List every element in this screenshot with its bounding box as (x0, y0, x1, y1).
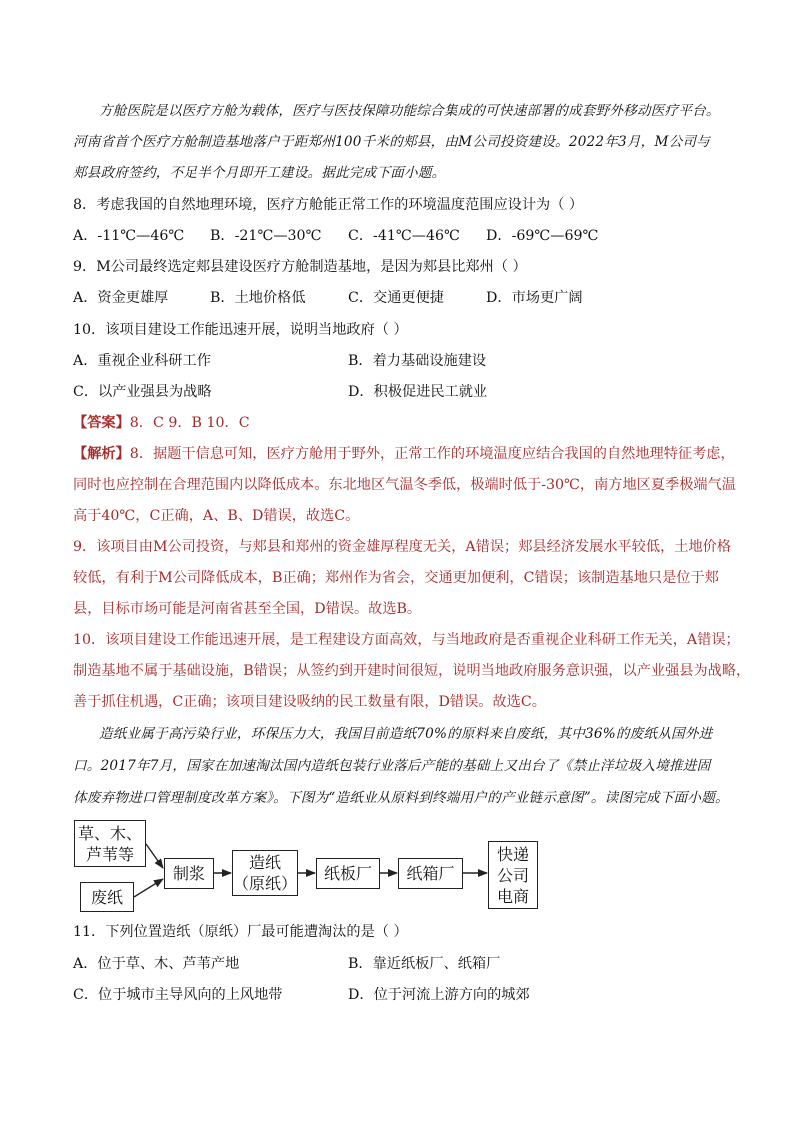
end-users-box (488, 841, 538, 909)
question-10-option-b: B．着力基础设施建设 (348, 353, 487, 369)
analysis-line3: 高于40℃，C正确，A、B、D错误，故选C。 (73, 508, 360, 524)
question-11-option-b: B．靠近纸板厂、纸箱厂 (348, 956, 501, 972)
end-users-line1: 快递 (496, 844, 529, 864)
analysis-line4: 9．该项目由M公司投资，与郏县和郑州的资金雄厚程度无关，A错误；郏县经济发展水平较低，土地价格 (73, 539, 732, 555)
analysis-line9: 善于抓住机遇，C正确；该项目建设吸纳的民工数量有限，D错误。故选C。 (73, 694, 546, 710)
passage2-line2: 口。2017年7月，国家在加速淘汰国内造纸包装行业落后产能的基础上又出台了《禁止洋垃圾入境推进固 (73, 758, 711, 774)
question-10-option-a: A．重视企业科研工作 (73, 353, 211, 369)
analysis-text-1: 8．据题干信息可知，医疗方舱用于野外，正常工作的环境温度应结合我国的自然地理特征考虑， (129, 446, 735, 462)
analysis-tag: 【解析】 (73, 446, 130, 462)
end-users-line3: 电商 (496, 886, 529, 906)
papermaking-box (232, 850, 298, 896)
question-9-option-b: B．土地价格低 (210, 290, 306, 306)
question-9-stem: 9．M公司最终选定郏县建设医疗方舱制造基地，是因为郏县比郑州（ ） (73, 259, 527, 275)
passage2-line3: 体废弃物进口管理制度改革方案》。下图为“造纸业从原料到终端用户的产业链示意图”。读图完成下面小题。 (73, 790, 729, 806)
analysis-line2: 同时也应控制在合理范围内以降低成本。东北地区气温冬季低，极端时低于-30℃，南方地区夏季极端气温 (73, 477, 736, 493)
arrow-raw-to-pulp (146, 844, 163, 868)
question-8-stem: 8．考虑我国的自然地理环境，医疗方舱能正常工作的环境温度范围应设计为（ ） (73, 197, 584, 213)
pulping-box: 制浆 (164, 858, 214, 889)
end-users-line2: 公司 (496, 865, 529, 885)
question-10-option-d: D．积极促进民工就业 (348, 384, 488, 400)
question-8-option-a: A．-11℃—46℃ (73, 228, 185, 244)
waste-paper-box: 废纸 (80, 882, 134, 912)
question-11-stem: 11．下列位置造纸（原纸）厂最可能遭淘汰的是（ ） (73, 924, 408, 940)
passage2-line1: 造纸业属于高污染行业，环保压力大，我国目前造纸70%的原料来自废纸，其中36%的废纸从国外进 (99, 726, 713, 742)
analysis-line1 (73, 444, 735, 464)
cardboard-factory-box: 纸板厂 (316, 858, 380, 889)
question-11-option-d: D．位于河流上游方向的城郊 (348, 987, 530, 1003)
question-8-option-c: C．-41℃—46℃ (348, 228, 460, 244)
passage1-line2: 河南省首个医疗方舱制造基地落户于距郑州100千米的郏县，由M公司投资建设。2022年3月，M公司与 (73, 134, 710, 150)
analysis-line6: 县，目标市场可能是河南省甚至全国，D错误。故选B。 (73, 601, 422, 617)
raw-materials-line2: 芦苇等 (85, 844, 134, 864)
question-9-option-d: D．市场更广阔 (486, 290, 583, 306)
answer-tag: 【答案】 (73, 415, 130, 431)
raw-materials-box (74, 820, 146, 867)
question-9-option-c: C．交通更便捷 (348, 290, 444, 306)
question-11-option-a: A．位于草、木、芦苇产地 (73, 956, 240, 972)
papermaking-line2: （原纸） (233, 874, 298, 893)
passage1-line3: 郏县政府签约，不足半个月即开工建设。据此完成下面小题。 (73, 165, 446, 181)
answer-line (73, 413, 250, 433)
question-10-stem: 10．该项目建设工作能迅速开展，说明当地政府（ ） (73, 322, 408, 338)
question-10-option-c: C．以产业强县为战略 (73, 384, 212, 400)
passage1-line1: 方舱医院是以医疗方舱为载体，医疗与医技保障功能综合集成的可快速部署的成套野外移动医疗平台。 (99, 103, 720, 119)
question-8-option-d: D．-69℃—69℃ (486, 228, 599, 244)
arrow-waste-to-pulp (134, 879, 163, 897)
question-11-option-c: C．位于城市主导风向的上风地带 (73, 987, 283, 1003)
analysis-line7: 10．该项目建设工作能迅速开展，是工程建设方面高效，与当地政府是否重视企业科研工作无关，A错误； (73, 632, 740, 648)
question-8-option-b: B．-21℃—30℃ (210, 228, 322, 244)
analysis-line5: 较低，有利于M公司降低成本，B正确；郑州作为省会，交通更加便利，C错误；该制造基地只是位于郏 (73, 570, 719, 586)
carton-factory-box: 纸箱厂 (398, 858, 463, 889)
analysis-line8: 制造基地不属于基础设施，B错误；从签约到开建时间很短，说明当地政府服务意识强，以产业强县为战略， (73, 663, 751, 679)
answer-text: 8．C 9．B 10．C (129, 415, 250, 431)
question-9-option-a: A．资金更雄厚 (73, 290, 169, 306)
papermaking-line1: 造纸 (248, 853, 281, 872)
raw-materials-line1: 草、木、 (77, 823, 142, 843)
